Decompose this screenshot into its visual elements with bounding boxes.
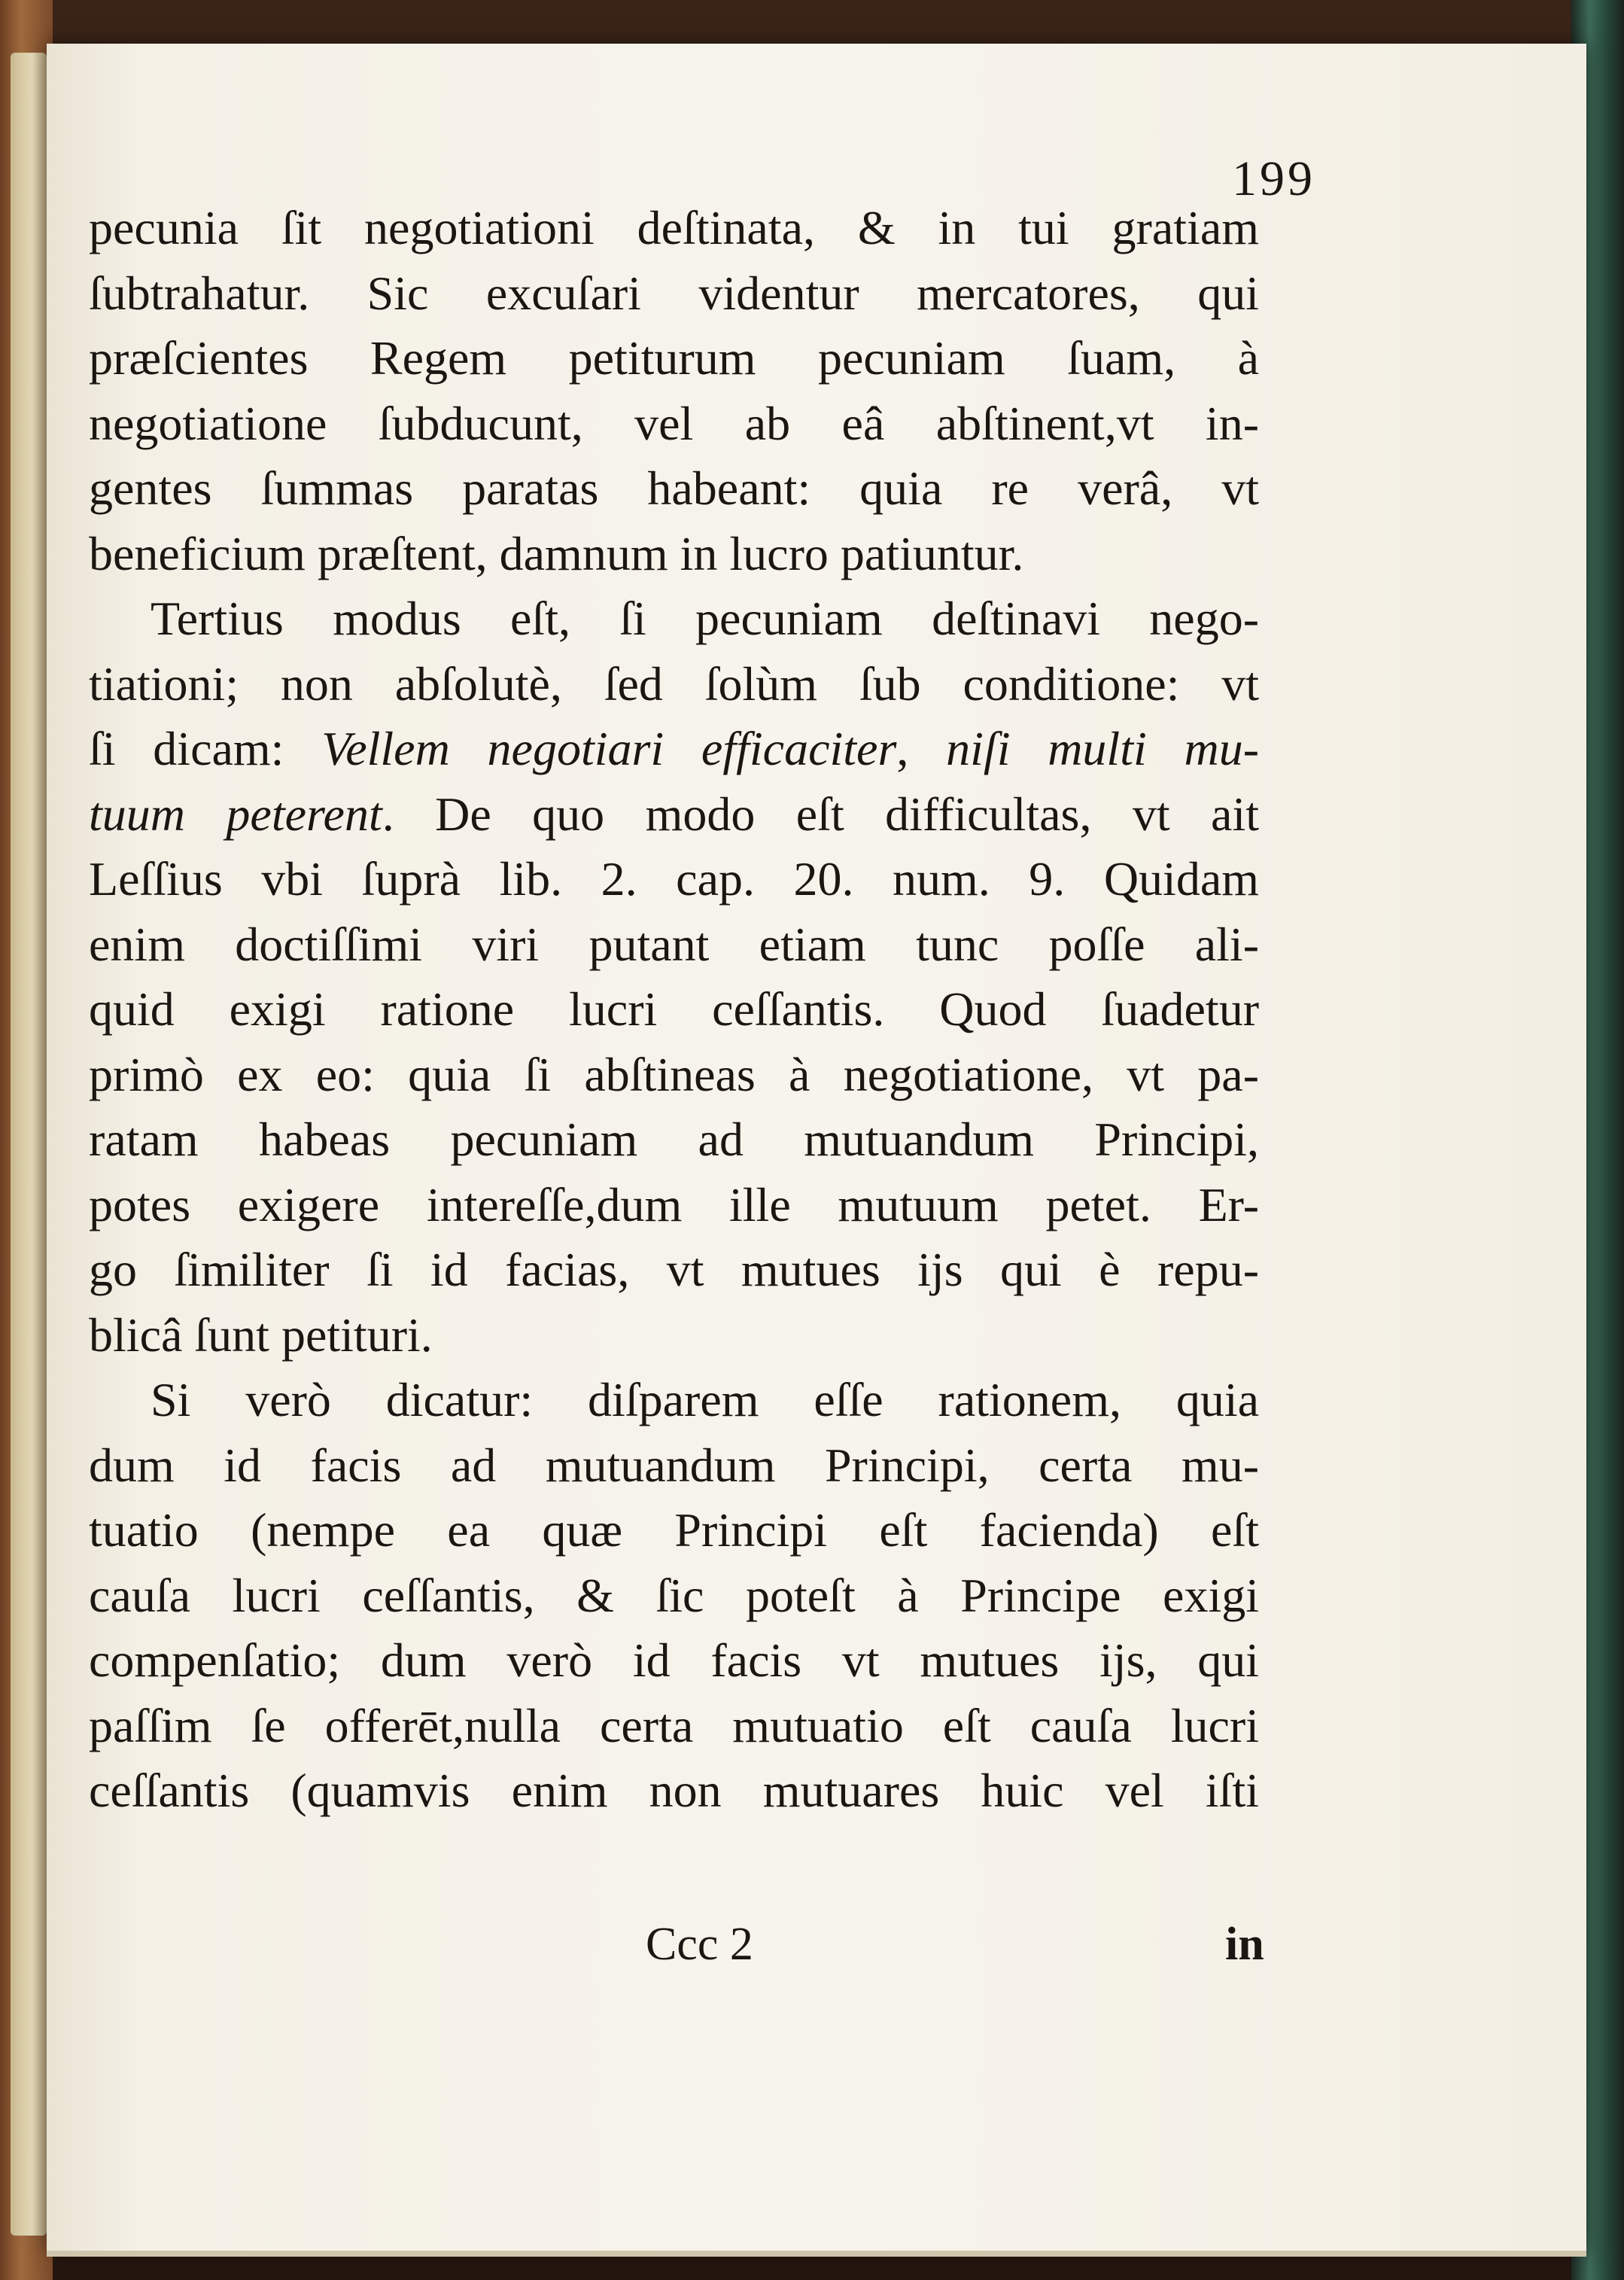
text-line: beneficium præſtent, damnum in lucro patiuntur. <box>89 526 1024 580</box>
text-line: præſcientes Regem petiturum pecuniam ſuam, à <box>89 331 1259 385</box>
italic-text: niſi multi mu- <box>946 722 1259 775</box>
text-line <box>89 782 1259 848</box>
text-line: pecunia ſit negotiationi deſtinata, & in tui gratiam <box>89 201 1259 254</box>
italic-text: Vellem negotiari efficaciter <box>321 722 897 775</box>
body-text <box>89 196 1259 1824</box>
text-line: potes exigere intereſſe,dum ille mutuum petet. Er- <box>89 1177 1259 1231</box>
italic-text: tuum peterent <box>89 787 382 841</box>
page-number: 199 <box>1232 151 1315 206</box>
text-line: Tertius modus eſt, ſi pecuniam deſtinavi nego- <box>151 592 1259 645</box>
text-line: tuatio (nempe ea quæ Principi eſt facienda) eſt <box>89 1503 1259 1557</box>
text-segment: . De quo modo eſt difficultas, vt ait <box>382 787 1259 841</box>
text-line: quid exigi ratione lucri ceſſantis. Quod ſuadetur <box>89 982 1259 1036</box>
text-line: paſſim ſe offerēt,nulla certa mutuatio eſt cauſa lucri <box>89 1698 1259 1752</box>
text-line: compenſatio; dum verò id facis vt mutues ijs, qui <box>89 1633 1259 1687</box>
text-line: ſubtrahatur. Sic excuſari videntur mercatores, qui <box>89 266 1259 320</box>
text-line: ceſſantis (quamvis enim non mutuares huic vel iſti <box>89 1764 1259 1817</box>
signature-mark: Ccc 2 <box>646 1919 753 1970</box>
text-segment: ſi dicam: <box>89 722 322 775</box>
left-page-edges <box>11 53 47 2236</box>
text-line: go ſimiliter ſi id facias, vt mutues ijs qui è repu- <box>89 1243 1259 1296</box>
text-line: tiationi; non abſolutè, ſed ſolùm ſub conditione: vt <box>89 656 1259 711</box>
text-line: ratam habeas pecuniam ad mutuandum Principi, <box>89 1113 1259 1166</box>
text-line: Si verò dicatur: diſparem eſſe rationem, quia <box>151 1373 1259 1426</box>
text-line: Leſſius vbi ſuprà lib. 2. cap. 20. num. 9. Quidam <box>89 852 1259 906</box>
text-line: primò ex eo: quia ſi abſtineas à negotiatione, vt pa- <box>89 1047 1259 1101</box>
catchword: in <box>1225 1919 1264 1970</box>
text-line <box>89 717 1259 782</box>
text-line: gentes ſummas paratas habeant: quia re verâ, vt <box>89 461 1259 515</box>
text-line: enim doctiſſimi viri putant etiam tunc poſſe ali- <box>89 917 1259 971</box>
text-segment: , <box>896 722 947 775</box>
page-bottom-edge <box>47 2251 1586 2257</box>
text-line: negotiatione ſubducunt, vel ab eâ abſtinent,vt in- <box>89 396 1259 450</box>
text-line: dum id facis ad mutuandum Principi, certa mu- <box>89 1438 1259 1492</box>
text-line: cauſa lucri ceſſantis, & ſic poteſt à Principe exigi <box>89 1568 1259 1622</box>
text-line: blicâ ſunt petituri. <box>89 1307 433 1362</box>
